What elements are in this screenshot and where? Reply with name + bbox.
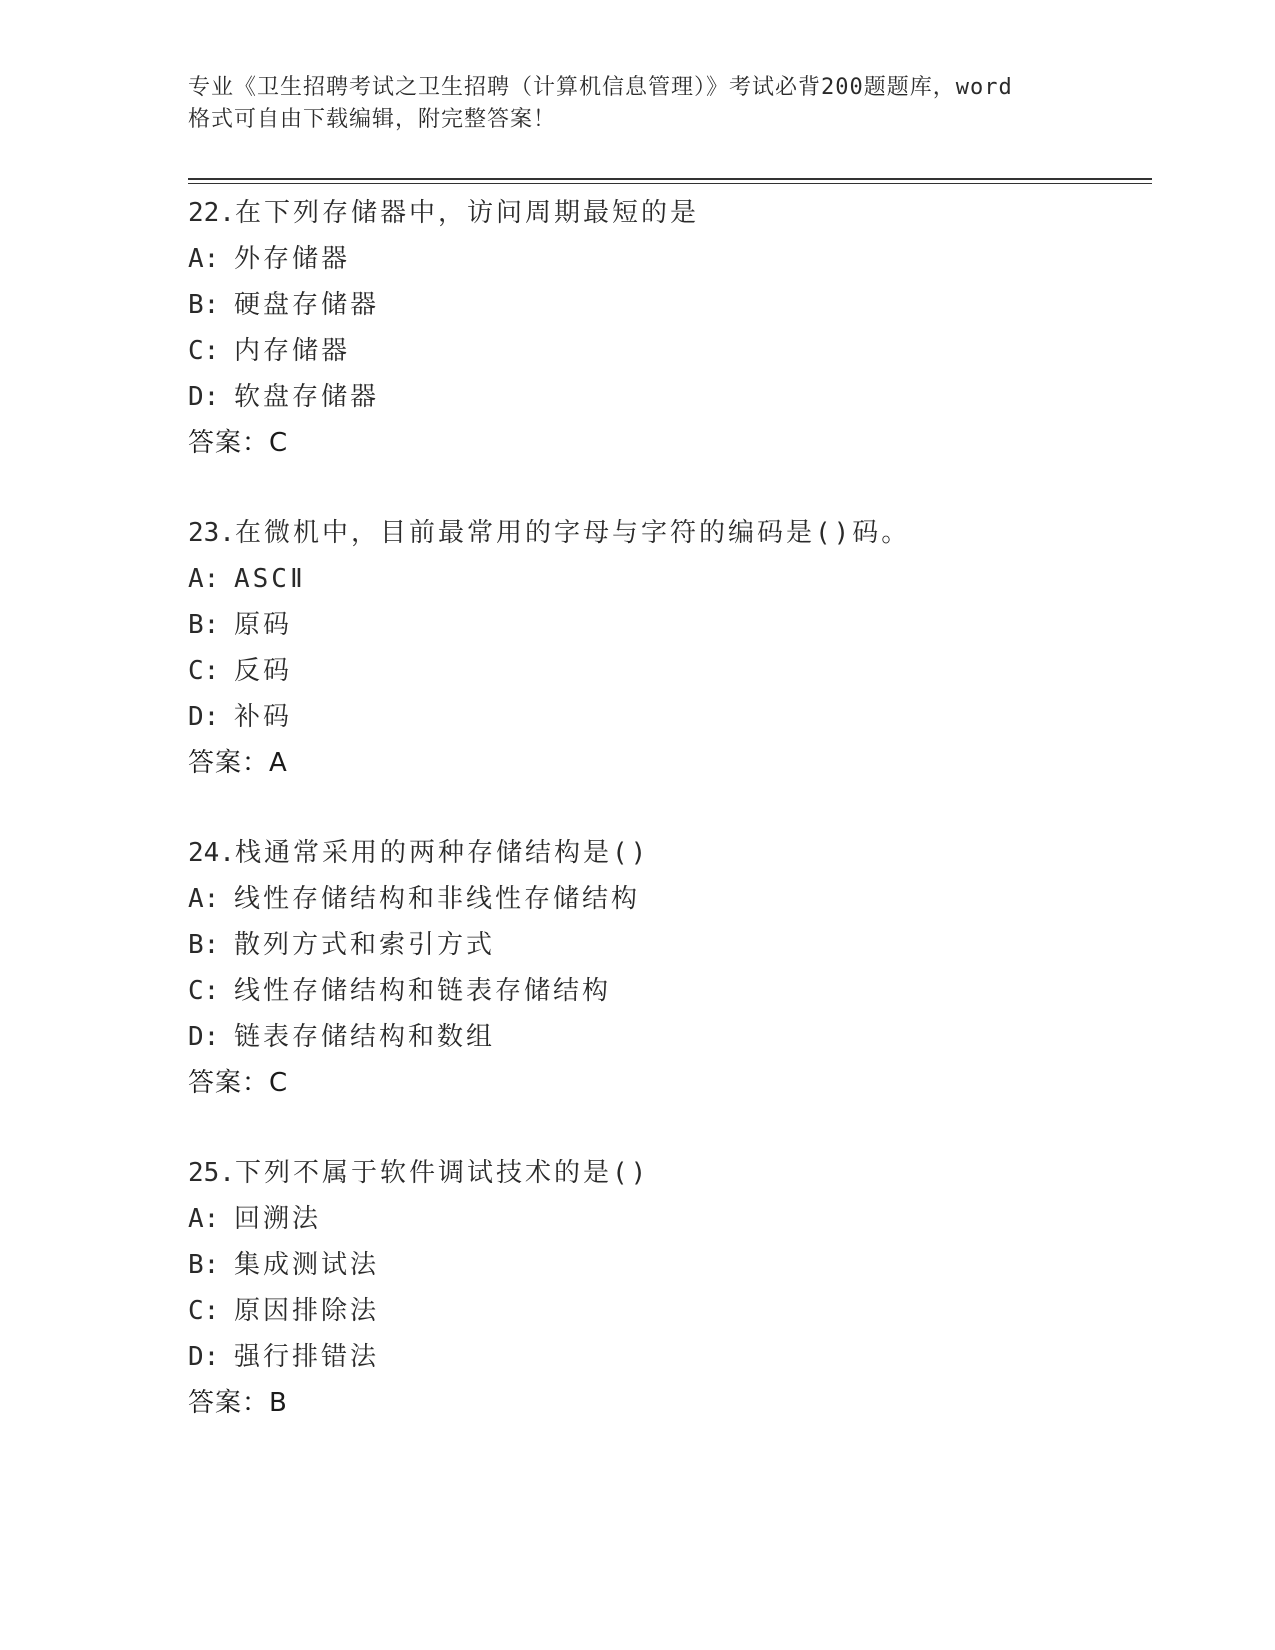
answer-value: C xyxy=(269,428,289,458)
question-stem xyxy=(188,510,1148,556)
option-text: 原码 xyxy=(234,610,293,640)
answer-label: 答案： xyxy=(188,748,270,778)
option-letter: A: xyxy=(188,564,220,594)
option-c xyxy=(188,1288,1148,1334)
option-b xyxy=(188,602,1148,648)
header-divider-thin xyxy=(188,183,1152,184)
spacer xyxy=(188,786,1148,830)
option-letter: D: xyxy=(188,382,220,412)
option-letter: C: xyxy=(188,976,220,1006)
option-text: 硬盘存储器 xyxy=(234,290,380,320)
option-d xyxy=(188,1334,1148,1380)
answer-label: 答案： xyxy=(188,1388,270,1418)
option-letter: C: xyxy=(188,336,220,366)
option-text: 回溯法 xyxy=(234,1204,322,1234)
spacer xyxy=(188,1106,1148,1150)
question-25 xyxy=(188,1150,1148,1426)
option-a xyxy=(188,876,1148,922)
question-list xyxy=(188,190,1148,1426)
header-divider-thick xyxy=(188,178,1152,180)
option-letter: B: xyxy=(188,610,220,640)
option-d xyxy=(188,694,1148,740)
question-number: 24. xyxy=(188,838,235,868)
option-d xyxy=(188,1014,1148,1060)
option-text: 软盘存储器 xyxy=(234,382,380,412)
question-number: 25. xyxy=(188,1158,235,1188)
question-text: 在微机中，目前最常用的字母与字符的编码是()码。 xyxy=(234,518,911,548)
question-text: 在下列存储器中，访问周期最短的是 xyxy=(234,198,699,228)
option-text: 外存储器 xyxy=(234,244,351,274)
option-a xyxy=(188,236,1148,282)
question-22 xyxy=(188,190,1148,466)
option-c xyxy=(188,968,1148,1014)
option-letter: A: xyxy=(188,244,220,274)
option-letter: B: xyxy=(188,1250,220,1280)
option-letter: A: xyxy=(188,884,220,914)
option-letter: D: xyxy=(188,1022,220,1052)
question-number: 22. xyxy=(188,198,235,228)
option-letter: C: xyxy=(188,1296,220,1326)
option-letter: D: xyxy=(188,702,220,732)
option-letter: C: xyxy=(188,656,220,686)
option-text: 内存储器 xyxy=(234,336,351,366)
option-letter: D: xyxy=(188,1342,220,1372)
answer-line xyxy=(188,740,1148,786)
question-text: 栈通常采用的两种存储结构是() xyxy=(234,838,650,868)
answer-line xyxy=(188,1380,1148,1426)
header-line-2: 格式可自由下载编辑，附完整答案！ xyxy=(188,107,557,132)
option-letter: A: xyxy=(188,1204,220,1234)
option-letter: B: xyxy=(188,290,220,320)
option-b xyxy=(188,1242,1148,1288)
option-text: 链表存储结构和数组 xyxy=(234,1022,496,1052)
option-text: 反码 xyxy=(234,656,293,686)
option-b xyxy=(188,922,1148,968)
answer-value: A xyxy=(269,748,288,778)
option-text: 原因排除法 xyxy=(234,1296,380,1326)
answer-label: 答案： xyxy=(188,1068,270,1098)
option-c xyxy=(188,328,1148,374)
spacer xyxy=(188,466,1148,510)
question-23 xyxy=(188,510,1148,786)
answer-line xyxy=(188,420,1148,466)
answer-line xyxy=(188,1060,1148,1106)
question-24 xyxy=(188,830,1148,1106)
option-a xyxy=(188,556,1148,602)
option-text: 补码 xyxy=(234,702,293,732)
answer-label: 答案： xyxy=(188,428,270,458)
answer-value: C xyxy=(269,1068,289,1098)
question-stem xyxy=(188,1150,1148,1196)
option-text: 线性存储结构和非线性存储结构 xyxy=(234,884,641,914)
option-text: 强行排错法 xyxy=(234,1342,380,1372)
option-text: 线性存储结构和链表存储结构 xyxy=(234,976,612,1006)
question-number: 23. xyxy=(188,518,235,548)
document-header xyxy=(188,72,1088,136)
option-text: 集成测试法 xyxy=(234,1250,380,1280)
question-stem xyxy=(188,190,1148,236)
option-a xyxy=(188,1196,1148,1242)
option-b xyxy=(188,282,1148,328)
question-stem xyxy=(188,830,1148,876)
question-text: 下列不属于软件调试技术的是() xyxy=(234,1158,650,1188)
option-d xyxy=(188,374,1148,420)
option-letter: B: xyxy=(188,930,220,960)
option-c xyxy=(188,648,1148,694)
header-line-1: 专业《卫生招聘考试之卫生招聘（计算机信息管理）》考试必背200题题库，word xyxy=(188,75,1013,100)
option-text: ASCⅡ xyxy=(234,564,306,594)
option-text: 散列方式和索引方式 xyxy=(234,930,496,960)
answer-value: B xyxy=(269,1388,288,1418)
